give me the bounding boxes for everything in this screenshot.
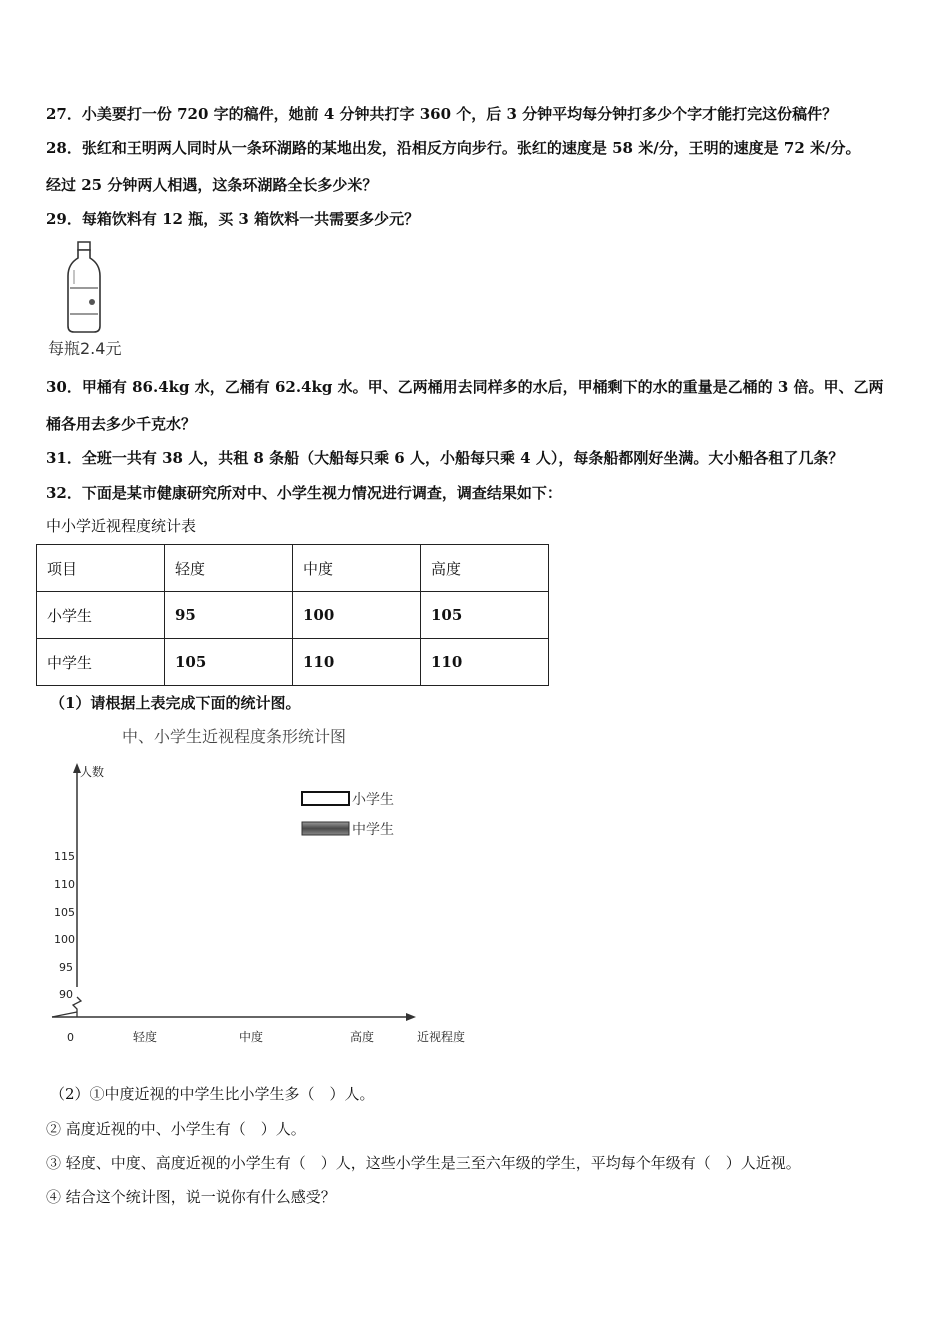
question-29: 29．每箱饮料有 12 瓶，买 3 箱饮料一共需要多少元？ <box>46 210 420 228</box>
table-cell: 105 <box>421 592 549 639</box>
question-28-line2: 经过 25 分钟两人相遇，这条环湖路全长多少米？ <box>46 176 378 194</box>
table-cell: 100 <box>293 592 421 639</box>
y-tick-label: 90 <box>59 988 73 1001</box>
table-cell: 110 <box>293 639 421 686</box>
y-axis-label: 人数 <box>80 765 105 779</box>
bottle-image <box>62 240 108 336</box>
question-31: 31．全班一共有 38 人，共租 8 条船（大船每只乘 6 人，小船每只乘 4 人），每条船都刚好坐满。大小船各租了几条？ <box>46 449 844 467</box>
table-header-cell: 项目 <box>37 545 165 592</box>
table-header-cell: 轻度 <box>165 545 293 592</box>
legend-swatch-primary <box>302 792 349 805</box>
x-category-label: 轻度 <box>133 1030 158 1044</box>
y-tick-label: 95 <box>59 961 73 974</box>
x-category-label: 高度 <box>350 1030 375 1044</box>
table-row <box>37 639 549 686</box>
x-axis-label: 近视程度 <box>417 1030 466 1044</box>
myopia-table <box>36 544 549 686</box>
y-tick-label: 115 <box>54 850 75 863</box>
part-2-question-4: ④ 结合这个统计图，说一说你有什么感受？ <box>46 1188 336 1206</box>
y-tick-label: 100 <box>54 933 75 946</box>
table-cell: 95 <box>165 592 293 639</box>
table-cell: 110 <box>421 639 549 686</box>
question-32: 32．下面是某市健康研究所对中、小学生视力情况进行调查，调查结果如下： <box>46 484 562 502</box>
part-2-question-3: ③ 轻度、中度、高度近视的小学生有（ ）人，这些小学生是三至六年级的学生，平均每个年级有（ ）人近视。 <box>46 1154 801 1172</box>
x-category-label: 中度 <box>239 1030 264 1044</box>
question-30-line2: 桶各用去多少千克水？ <box>46 415 197 433</box>
question-30-line1: 30．甲桶有 86.4kg 水，乙桶有 62.4kg 水。甲、乙两桶用去同样多的水后，甲桶剩下的水的重量是乙桶的 3 倍。甲、乙两 <box>46 378 884 396</box>
part-2-question-2: ② 高度近视的中、小学生有（ ）人。 <box>46 1120 306 1138</box>
table-caption: 中小学近视程度统计表 <box>46 517 197 535</box>
question-28-line1: 28．张红和王明两人同时从一条环湖路的某地出发，沿相反方向步行。张红的速度是 58 米/分，王明的速度是 72 米/分。 <box>46 139 861 157</box>
y-tick-label: 110 <box>54 878 75 891</box>
legend-swatch-middle <box>302 822 349 835</box>
y-tick-label: 105 <box>54 906 75 919</box>
part-2-question-1: （2）①中度近视的中学生比小学生多（ ）人。 <box>50 1085 375 1103</box>
bar-chart <box>40 755 480 1050</box>
table-cell: 小学生 <box>37 592 165 639</box>
table-row <box>37 592 549 639</box>
question-27: 27．小美要打一份 720 字的稿件，她前 4 分钟共打字 360 个，后 3 分钟平均每分钟打多少个字才能打完这份稿件？ <box>46 105 838 123</box>
legend-label-primary: 小学生 <box>352 792 394 808</box>
part-1-instruction: （1）请根据上表完成下面的统计图。 <box>50 694 301 712</box>
price-label: 每瓶2.4元 <box>48 339 122 358</box>
axis-break-mark <box>73 997 81 1017</box>
table-header-cell: 高度 <box>421 545 549 592</box>
table-cell: 105 <box>165 639 293 686</box>
x-axis-arrow <box>406 1013 416 1021</box>
chart-title: 中、小学生近视程度条形统计图 <box>122 727 347 746</box>
origin-label: 0 <box>67 1031 74 1044</box>
table-cell: 中学生 <box>37 639 165 686</box>
table-header-row <box>37 545 549 592</box>
legend-label-middle: 中学生 <box>352 822 394 838</box>
table-header-cell: 中度 <box>293 545 421 592</box>
